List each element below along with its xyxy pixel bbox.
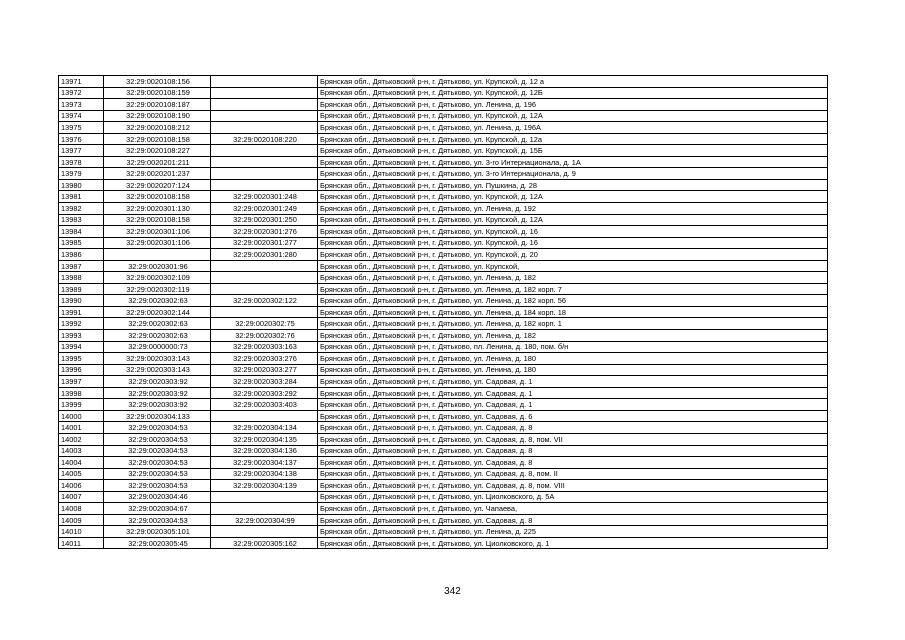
row-number-cell: 13979 — [59, 168, 104, 180]
address-cell: Брянская обл., Дятьковский р-н, г. Дятьково, ул. Чапаева, — [318, 503, 828, 515]
parcel-cadastral-cell: 32:29:0020108:158 — [104, 214, 211, 226]
object-cadastral-cell: 32:29:0020304:138 — [211, 468, 318, 480]
object-cadastral-cell — [211, 410, 318, 422]
object-cadastral-cell: 32:29:0020304:139 — [211, 480, 318, 492]
object-cadastral-cell: 32:29:0020301:248 — [211, 191, 318, 203]
table-row — [59, 306, 828, 318]
row-number-cell: 13973 — [59, 99, 104, 111]
table-row — [59, 133, 828, 145]
table-row — [59, 179, 828, 191]
table-row — [59, 364, 828, 376]
parcel-cadastral-cell: 32:29:0000000:73 — [104, 341, 211, 353]
row-number-cell: 13974 — [59, 110, 104, 122]
parcel-cadastral-cell: 32:29:0020108:190 — [104, 110, 211, 122]
address-cell: Брянская обл., Дятьковский р-н, г. Дятьково, ул. Ленина, д. 182 корп. 56 — [318, 295, 828, 307]
address-cell: Брянская обл., Дятьковский р-н, г. Дятьково, ул. 3-го Интернационала, д. 1А — [318, 156, 828, 168]
row-number-cell: 13999 — [59, 399, 104, 411]
parcel-cadastral-cell: 32:29:0020302:119 — [104, 283, 211, 295]
page-number: 342 — [444, 586, 461, 597]
table-row — [59, 410, 828, 422]
table-row — [59, 168, 828, 180]
parcel-cadastral-cell: 32:29:0020303:143 — [104, 364, 211, 376]
parcel-cadastral-cell: 32:29:0020201:211 — [104, 156, 211, 168]
object-cadastral-cell: 32:29:0020304:134 — [211, 422, 318, 434]
parcel-cadastral-cell: 32:29:0020302:63 — [104, 330, 211, 342]
table-row — [59, 341, 828, 353]
parcel-cadastral-cell: 32:29:0020301:106 — [104, 226, 211, 238]
parcel-cadastral-cell: 32:29:0020305:101 — [104, 526, 211, 538]
table-row — [59, 295, 828, 307]
parcel-cadastral-cell: 32:29:0020302:109 — [104, 272, 211, 284]
object-cadastral-cell — [211, 122, 318, 134]
address-cell: Брянская обл., Дятьковский р-н, г. Дятьково, ул. Крупской, д. 12А — [318, 110, 828, 122]
address-cell: Брянская обл., Дятьковский р-н, г. Дятьково, ул. Крупской, д. 12 а — [318, 76, 828, 88]
row-number-cell: 13982 — [59, 203, 104, 215]
row-number-cell: 14003 — [59, 445, 104, 457]
address-cell: Брянская обл., Дятьковский р-н, г. Дятьково, ул. Крупской, д. 16 — [318, 237, 828, 249]
parcel-cadastral-cell: 32:29:0020304:53 — [104, 457, 211, 469]
object-cadastral-cell — [211, 503, 318, 515]
table-row — [59, 156, 828, 168]
parcel-cadastral-cell: 32:29:0020304:133 — [104, 410, 211, 422]
parcel-cadastral-cell: 32:29:0020302:63 — [104, 295, 211, 307]
row-number-cell: 13988 — [59, 272, 104, 284]
object-cadastral-cell: 32:29:0020301:250 — [211, 214, 318, 226]
row-number-cell: 13976 — [59, 133, 104, 145]
row-number-cell: 13971 — [59, 76, 104, 88]
parcel-cadastral-cell: 32:29:0020108:158 — [104, 191, 211, 203]
row-number-cell: 14000 — [59, 410, 104, 422]
table-row — [59, 249, 828, 261]
table-row — [59, 480, 828, 492]
object-cadastral-cell: 32:29:0020301:280 — [211, 249, 318, 261]
address-cell: Брянская обл., Дятьковский р-н, г. Дятьково, ул. Садовая, д. 8, пом. II — [318, 468, 828, 480]
row-number-cell: 14009 — [59, 514, 104, 526]
object-cadastral-cell — [211, 156, 318, 168]
row-number-cell: 14002 — [59, 433, 104, 445]
address-cell: Брянская обл., Дятьковский р-н, г. Дятьково, ул. Пушкина, д. 28 — [318, 179, 828, 191]
table-row — [59, 376, 828, 388]
row-number-cell: 13989 — [59, 283, 104, 295]
row-number-cell: 14007 — [59, 491, 104, 503]
row-number-cell: 13972 — [59, 87, 104, 99]
parcel-cadastral-cell: 32:29:0020304:53 — [104, 445, 211, 457]
row-number-cell: 13994 — [59, 341, 104, 353]
parcel-cadastral-cell: 32:29:0020304:53 — [104, 433, 211, 445]
table-row — [59, 330, 828, 342]
object-cadastral-cell: 32:29:0020303:403 — [211, 399, 318, 411]
address-cell: Брянская обл., Дятьковский р-н, г. Дятьково, ул. Циолковского, д. 5А — [318, 491, 828, 503]
object-cadastral-cell — [211, 76, 318, 88]
address-cell: Брянская обл., Дятьковский р-н, г. Дятьково, ул. Ленина, д. 196 — [318, 99, 828, 111]
address-cell: Брянская обл., Дятьковский р-н, г. Дятьково, ул. Ленина, д. 192 — [318, 203, 828, 215]
address-cell: Брянская обл., Дятьковский р-н, г. Дятьково, ул. 3-го Интернационала, д. 9 — [318, 168, 828, 180]
parcel-cadastral-cell: 32:29:0020301:130 — [104, 203, 211, 215]
object-cadastral-cell: 32:29:0020301:276 — [211, 226, 318, 238]
parcel-cadastral-cell: 32:29:0020301:106 — [104, 237, 211, 249]
row-number-cell: 13991 — [59, 306, 104, 318]
object-cadastral-cell — [211, 168, 318, 180]
table-row — [59, 318, 828, 330]
table-row — [59, 122, 828, 134]
table-row — [59, 353, 828, 365]
object-cadastral-cell — [211, 306, 318, 318]
registry-table-body — [59, 76, 828, 549]
address-cell: Брянская обл., Дятьковский р-н, г. Дятьково, ул. Ленина, д. 196А — [318, 122, 828, 134]
row-number-cell: 14005 — [59, 468, 104, 480]
row-number-cell: 13996 — [59, 364, 104, 376]
object-cadastral-cell: 32:29:0020303:163 — [211, 341, 318, 353]
object-cadastral-cell — [211, 99, 318, 111]
parcel-cadastral-cell: 32:29:0020303:92 — [104, 399, 211, 411]
address-cell: Брянская обл., Дятьковский р-н, г. Дятьково, ул. Садовая, д. 1 — [318, 399, 828, 411]
object-cadastral-cell — [211, 179, 318, 191]
parcel-cadastral-cell: 32:29:0020304:53 — [104, 468, 211, 480]
table-row — [59, 99, 828, 111]
table-row — [59, 145, 828, 157]
table-row — [59, 110, 828, 122]
address-cell: Брянская обл., Дятьковский р-н, г. Дятьково, ул. Садовая, д. 8 — [318, 445, 828, 457]
parcel-cadastral-cell: 32:29:0020304:46 — [104, 491, 211, 503]
row-number-cell: 13997 — [59, 376, 104, 388]
table-row — [59, 537, 828, 549]
row-number-cell: 13993 — [59, 330, 104, 342]
address-cell: Брянская обл., Дятьковский р-н, г. Дятьково, ул. Крупской, д. 12а — [318, 133, 828, 145]
address-cell: Брянская обл., Дятьковский р-н, г. Дятьково, ул. Садовая, д. 1 — [318, 376, 828, 388]
address-cell: Брянская обл., Дятьковский р-н, г. Дятьково, ул. Садовая, д. 1 — [318, 387, 828, 399]
table-row — [59, 526, 828, 538]
address-cell: Брянская обл., Дятьковский р-н, г. Дятьково, ул. Садовая, д. 8 — [318, 514, 828, 526]
row-number-cell: 13992 — [59, 318, 104, 330]
parcel-cadastral-cell: 32:29:0020302:144 — [104, 306, 211, 318]
address-cell: Брянская обл., Дятьковский р-н, г. Дятьково, ул. Циолковского, д. 1 — [318, 537, 828, 549]
address-cell: Брянская обл., Дятьковский р-н, г. Дятьково, ул. Ленина, д. 225 — [318, 526, 828, 538]
address-cell: Брянская обл., Дятьковский р-н, г. Дятьково, ул. Крупской, д. 16 — [318, 226, 828, 238]
address-cell: Брянская обл., Дятьковский р-н, г. Дятьково, ул. Ленина, д. 182 — [318, 330, 828, 342]
table-row — [59, 260, 828, 272]
parcel-cadastral-cell: 32:29:0020108:187 — [104, 99, 211, 111]
address-cell: Брянская обл., Дятьковский р-н, г. Дятьково, ул. Садовая, д. 8 — [318, 422, 828, 434]
object-cadastral-cell: 32:29:0020304:99 — [211, 514, 318, 526]
object-cadastral-cell: 32:29:0020304:135 — [211, 433, 318, 445]
address-cell: Брянская обл., Дятьковский р-н, г. Дятьково, ул. Крупской, д. 12А — [318, 191, 828, 203]
row-number-cell: 14004 — [59, 457, 104, 469]
address-cell: Брянская обл., Дятьковский р-н, г. Дятьково, ул. Ленина, д. 180 — [318, 364, 828, 376]
row-number-cell: 14001 — [59, 422, 104, 434]
table-row — [59, 226, 828, 238]
parcel-cadastral-cell: 32:29:0020207:124 — [104, 179, 211, 191]
object-cadastral-cell: 32:29:0020304:137 — [211, 457, 318, 469]
table-row — [59, 387, 828, 399]
parcel-cadastral-cell: 32:29:0020305:45 — [104, 537, 211, 549]
table-row — [59, 503, 828, 515]
row-number-cell: 14008 — [59, 503, 104, 515]
row-number-cell: 13980 — [59, 179, 104, 191]
table-row — [59, 468, 828, 480]
row-number-cell: 14006 — [59, 480, 104, 492]
object-cadastral-cell: 32:29:0020302:75 — [211, 318, 318, 330]
object-cadastral-cell — [211, 87, 318, 99]
address-cell: Брянская обл., Дятьковский р-н, г. Дятьково, ул. Крупской, — [318, 260, 828, 272]
object-cadastral-cell: 32:29:0020303:292 — [211, 387, 318, 399]
object-cadastral-cell: 32:29:0020302:122 — [211, 295, 318, 307]
parcel-cadastral-cell: 32:29:0020304:53 — [104, 480, 211, 492]
row-number-cell: 14011 — [59, 537, 104, 549]
address-cell: Брянская обл., Дятьковский р-н, г. Дятьково, ул. Садовая, д. 8 — [318, 457, 828, 469]
row-number-cell: 13977 — [59, 145, 104, 157]
object-cadastral-cell: 32:29:0020301:277 — [211, 237, 318, 249]
address-cell: Брянская обл., Дятьковский р-н, г. Дятьково, ул. Садовая, д. 6 — [318, 410, 828, 422]
address-cell: Брянская обл., Дятьковский р-н, г. Дятьково, ул. Садовая, д. 8, пом. VIII — [318, 480, 828, 492]
row-number-cell: 13998 — [59, 387, 104, 399]
parcel-cadastral-cell: 32:29:0020304:67 — [104, 503, 211, 515]
parcel-cadastral-cell: 32:29:0020303:143 — [104, 353, 211, 365]
address-cell: Брянская обл., Дятьковский р-н, г. Дятьково, ул. Ленина, д. 182 — [318, 272, 828, 284]
parcel-cadastral-cell: 32:29:0020301:96 — [104, 260, 211, 272]
parcel-cadastral-cell: 32:29:0020108:212 — [104, 122, 211, 134]
parcel-cadastral-cell: 32:29:0020303:92 — [104, 387, 211, 399]
object-cadastral-cell: 32:29:0020301:249 — [211, 203, 318, 215]
address-cell: Брянская обл., Дятьковский р-н, г. Дятьково, ул. Крупской, д. 15Б — [318, 145, 828, 157]
parcel-cadastral-cell — [104, 249, 211, 261]
object-cadastral-cell — [211, 526, 318, 538]
table-row — [59, 214, 828, 226]
object-cadastral-cell: 32:29:0020303:277 — [211, 364, 318, 376]
table-row — [59, 203, 828, 215]
address-cell: Брянская обл., Дятьковский р-н, г. Дятьково, ул. Ленина, д. 182 корп. 1 — [318, 318, 828, 330]
row-number-cell: 13995 — [59, 353, 104, 365]
table-row — [59, 457, 828, 469]
address-cell: Брянская обл., Дятьковский р-н, г. Дятьково, ул. Крупской, д. 12А — [318, 214, 828, 226]
row-number-cell: 13985 — [59, 237, 104, 249]
object-cadastral-cell: 32:29:0020303:276 — [211, 353, 318, 365]
object-cadastral-cell — [211, 145, 318, 157]
address-cell: Брянская обл., Дятьковский р-н, г. Дятьково, ул. Ленина, д. 182 корп. 7 — [318, 283, 828, 295]
table-row — [59, 491, 828, 503]
table-row — [59, 283, 828, 295]
parcel-cadastral-cell: 32:29:0020108:156 — [104, 76, 211, 88]
object-cadastral-cell — [211, 110, 318, 122]
parcel-cadastral-cell: 32:29:0020108:159 — [104, 87, 211, 99]
row-number-cell: 13987 — [59, 260, 104, 272]
object-cadastral-cell — [211, 491, 318, 503]
table-row — [59, 191, 828, 203]
row-number-cell: 13983 — [59, 214, 104, 226]
table-row — [59, 422, 828, 434]
parcel-cadastral-cell: 32:29:0020108:227 — [104, 145, 211, 157]
object-cadastral-cell: 32:29:0020305:162 — [211, 537, 318, 549]
row-number-cell: 13984 — [59, 226, 104, 238]
row-number-cell: 13981 — [59, 191, 104, 203]
table-row — [59, 237, 828, 249]
parcel-cadastral-cell: 32:29:0020108:158 — [104, 133, 211, 145]
table-row — [59, 433, 828, 445]
parcel-cadastral-cell: 32:29:0020201:237 — [104, 168, 211, 180]
address-cell: Брянская обл., Дятьковский р-н, г. Дятьково, ул. Садовая, д. 8, пом. VII — [318, 433, 828, 445]
table-row — [59, 445, 828, 457]
table-row — [59, 272, 828, 284]
object-cadastral-cell: 32:29:0020304:136 — [211, 445, 318, 457]
address-cell: Брянская обл., Дятьковский р-н, г. Дятьково, ул. Крупской, д. 12Б — [318, 87, 828, 99]
object-cadastral-cell: 32:29:0020302:76 — [211, 330, 318, 342]
row-number-cell: 13975 — [59, 122, 104, 134]
table-row — [59, 399, 828, 411]
address-cell: Брянская обл., Дятьковский р-н, г. Дятьково, ул. Ленина, д. 180 — [318, 353, 828, 365]
table-row — [59, 87, 828, 99]
object-cadastral-cell — [211, 283, 318, 295]
row-number-cell: 13990 — [59, 295, 104, 307]
parcel-cadastral-cell: 32:29:0020303:92 — [104, 376, 211, 388]
object-cadastral-cell: 32:29:0020108:220 — [211, 133, 318, 145]
parcel-cadastral-cell: 32:29:0020304:53 — [104, 422, 211, 434]
row-number-cell: 14010 — [59, 526, 104, 538]
object-cadastral-cell: 32:29:0020303:284 — [211, 376, 318, 388]
row-number-cell: 13978 — [59, 156, 104, 168]
object-cadastral-cell — [211, 272, 318, 284]
address-cell: Брянская обл., Дятьковский р-н, г. Дятьково, пл. Ленина, д. 180, пом. б/н — [318, 341, 828, 353]
parcel-cadastral-cell: 32:29:0020302:63 — [104, 318, 211, 330]
address-cell: Брянская обл., Дятьковский р-н, г. Дятьково, ул. Ленина, д. 184 корп. 18 — [318, 306, 828, 318]
object-cadastral-cell — [211, 260, 318, 272]
table-row — [59, 76, 828, 88]
row-number-cell: 13986 — [59, 249, 104, 261]
table-row — [59, 514, 828, 526]
address-cell: Брянская обл., Дятьковский р-н, г. Дятьково, ул. Крупской, д. 20 — [318, 249, 828, 261]
registry-table — [58, 75, 828, 549]
parcel-cadastral-cell: 32:29:0020304:53 — [104, 514, 211, 526]
